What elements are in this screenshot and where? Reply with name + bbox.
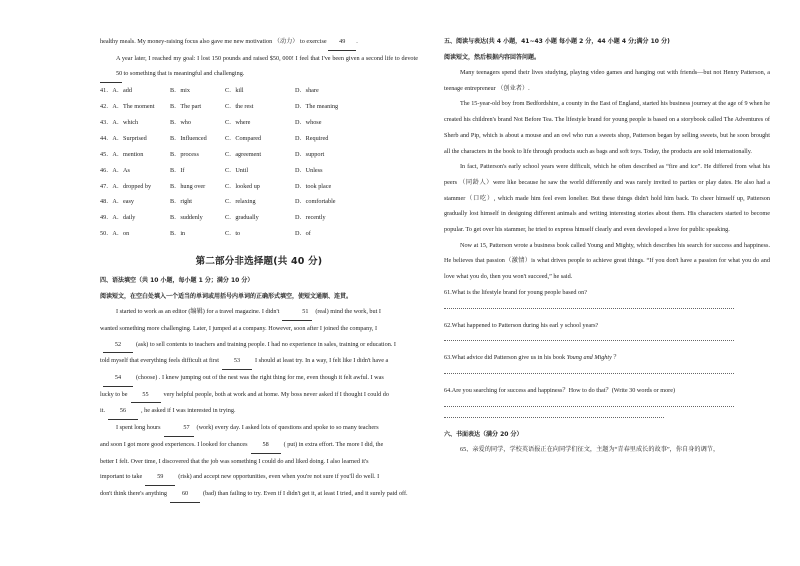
passage-line bbox=[100, 387, 418, 404]
section-title: 四、语法填空（共 10 小题，每小题 1 分；满分 10 分） bbox=[100, 277, 254, 285]
text: (risk) and accept new opportunities, even when you're not sure if you'll do well. I bbox=[178, 473, 380, 481]
option-c[interactable]: C．where bbox=[225, 118, 251, 126]
passage-line bbox=[100, 403, 418, 420]
text: ？ bbox=[613, 354, 620, 362]
text: (work) every day. I asked lots of questions and spoke to so many teachers bbox=[196, 424, 379, 432]
text: (real) mind the work, but I bbox=[315, 308, 381, 316]
text: A year later, I reached my goal: I lost 150 pounds and raised $50, 000! I feel that I've been given a second bbox=[116, 54, 384, 62]
blank-number: 57 bbox=[183, 424, 190, 432]
reading-paragraph: The 15-year-old boy from Bedfordshire, a county in the East of England, started his business journey at the age of 9 when he created his children's brand Not Before Tea. The lifestyle brand for young people is based on a storybook called The Adventures of Sherb and Pip, which is about a mouse and an owl who run a sweets shop, Patterson began by selling sweets, but he soon brought all the characters in the book to life through products such as bags and soft toys. Today, the products are sold internationally. bbox=[444, 100, 770, 155]
option-d[interactable]: D．whose bbox=[295, 118, 322, 126]
answer-line[interactable] bbox=[444, 416, 664, 418]
left-column bbox=[100, 34, 418, 503]
option-b[interactable]: B．Influenced bbox=[170, 134, 207, 142]
text: to something that is meaningful and challenging. bbox=[123, 70, 245, 78]
option-c[interactable]: C．Until bbox=[225, 166, 249, 174]
section-title: 六、书面表达（满分 20 分） bbox=[444, 430, 523, 438]
text: (bad) than failing to try. Even if I didn't get it, at least I tried, and it surely paid off. bbox=[203, 489, 408, 497]
option-c[interactable]: C．to bbox=[225, 230, 241, 238]
passage-line bbox=[100, 353, 418, 370]
text: I started to work as an editor (编辑) for a travel magazine. I didn't bbox=[116, 308, 280, 316]
option-c[interactable]: C．the rest bbox=[225, 103, 254, 111]
passage-line bbox=[100, 304, 418, 321]
option-b[interactable]: B．in bbox=[170, 230, 186, 238]
part-title: 第二部分非选择题(共 40 分) bbox=[195, 256, 323, 268]
text: don't think there's anything bbox=[100, 489, 168, 497]
book-title: Young and Mighty bbox=[566, 354, 612, 362]
text: and soon I got more good experiences. I looked for chances bbox=[100, 440, 248, 448]
option-b[interactable]: B．process bbox=[170, 150, 199, 158]
blank-number: 52 bbox=[114, 340, 122, 348]
text: . bbox=[356, 38, 358, 45]
answer-line[interactable] bbox=[444, 339, 734, 341]
blank-number: 55 bbox=[142, 390, 149, 398]
text: 63.What advice did Patterson give us in his book bbox=[444, 354, 566, 362]
option-row bbox=[100, 83, 418, 99]
answer-line[interactable] bbox=[444, 372, 734, 374]
section-instruction: 阅读短文，在空白处填入一个适当的单词或用括号内单词的正确形式填空，使短文通顺、连贯。 bbox=[100, 292, 353, 300]
option-row bbox=[100, 115, 418, 131]
answer-line[interactable] bbox=[444, 307, 734, 309]
option-c[interactable]: C．relaxing bbox=[225, 198, 256, 206]
section-title: 五、阅读与表达(共 4 小题，41~43 小题 每小题 2 分，44 小题 4 分;满分 10 分) bbox=[444, 38, 670, 45]
option-row bbox=[100, 226, 418, 242]
text: (ask) to sell contents to teachers and training people. I had no experience in sales, training or education. I bbox=[136, 340, 396, 348]
option-a[interactable]: 48．A．easy bbox=[100, 198, 135, 206]
text: it. bbox=[100, 407, 105, 415]
option-d[interactable]: D．The meaning bbox=[295, 103, 339, 111]
blank-number: 59 bbox=[157, 473, 164, 481]
reading-paragraph: Many teenagers spend their lives studying, playing video games and hanging out with friends—but not Henry Patterson, a teenage entrepreneur （创业者）. bbox=[444, 69, 770, 92]
reading-passage bbox=[444, 65, 770, 285]
option-d[interactable]: D．Unless bbox=[295, 166, 323, 174]
text: , he asked if I was interested in trying. bbox=[141, 407, 236, 415]
option-a[interactable]: 50．A．on bbox=[100, 230, 130, 238]
option-b[interactable]: B．If bbox=[170, 166, 185, 174]
option-a[interactable]: 46．A．As bbox=[100, 166, 130, 174]
text: important to take bbox=[100, 473, 143, 481]
question-63 bbox=[444, 350, 770, 366]
option-a[interactable]: 41．A．add bbox=[100, 87, 132, 95]
section-instruction: 阅读短文，然后根据内容回答问题。 bbox=[444, 53, 541, 61]
question-65: 65、亲爱的同学，学校英语报正在向同学们征文，主题为“青春里成长的故事”，你自身的调节， bbox=[460, 446, 720, 454]
text: I should at least try. In a way, I felt like I didn't have a bbox=[254, 357, 389, 365]
reading-paragraph: Now at 15, Patterson wrote a business book called Young and Mighty, which describes his search for success and happiness. He believes that passion（激情）is what drives people to achieve great things. “If you don't have a passion for what you do and love what you do, then you won't succeed,” he said. bbox=[444, 241, 770, 281]
option-a[interactable]: 44．A．Surprised bbox=[100, 134, 147, 142]
answer-line[interactable] bbox=[444, 405, 734, 407]
right-column bbox=[444, 34, 770, 458]
option-c[interactable]: C．Compared bbox=[225, 134, 262, 142]
blank-number: 60 bbox=[181, 489, 189, 497]
question-64: 64.Are you searching for success and happiness？How to do that？(Write 30 words or more) bbox=[444, 386, 676, 394]
answer-blank[interactable] bbox=[131, 387, 161, 404]
option-d[interactable]: D．comfortable bbox=[295, 198, 336, 206]
option-a[interactable]: 49．A．daily bbox=[100, 214, 136, 222]
option-c[interactable]: C．gradually bbox=[225, 214, 259, 222]
blank-number: 49 bbox=[339, 38, 346, 45]
option-b[interactable]: B．who bbox=[170, 118, 191, 126]
blank-number: 54 bbox=[114, 373, 122, 381]
text: (choose) . I knew jumping out of the nest was the right thing for me, even though it felt awful. I was bbox=[136, 373, 384, 381]
option-d[interactable]: D．support bbox=[295, 150, 325, 158]
option-c[interactable]: C．agreement bbox=[225, 150, 262, 158]
answer-blank[interactable] bbox=[282, 304, 312, 321]
answer-blank[interactable] bbox=[251, 437, 281, 454]
option-row bbox=[100, 147, 418, 163]
answer-blank[interactable] bbox=[164, 420, 194, 437]
text: healthy meals. My money-raising focus also gave me new motivation （动力） to exercise bbox=[100, 38, 327, 45]
passage-line bbox=[100, 337, 418, 354]
option-d[interactable]: D．of bbox=[295, 230, 311, 238]
option-b[interactable]: B．suddenly bbox=[170, 214, 203, 222]
option-a[interactable]: 43．A．which bbox=[100, 118, 139, 126]
option-c[interactable]: C．looked up bbox=[225, 182, 260, 190]
option-d[interactable]: D．share bbox=[295, 87, 319, 95]
text: ( put) in extra effort. The more I did, the bbox=[283, 440, 384, 448]
option-b[interactable]: B．hung over bbox=[170, 182, 206, 190]
option-d[interactable]: D．Required bbox=[295, 134, 329, 142]
passage-line bbox=[100, 469, 418, 486]
answer-blank[interactable] bbox=[145, 469, 175, 486]
reading-paragraph: In fact, Patterson's early school years were difficult, which he often described as “fire and ice”. He differed from what his peers （同龄人）were like because he saw the world differently and was rarely invited to parties or play dates. He also had a stammer（口吃）, which made him feel even lonelier. But these things didn't hold him back. To cheer himself up, Patterson gradually lost himself in designing different animals and writing interesting stories about them. His characters started to become popular. To get over his stammer, he tried to express himself clearly and even developed a love for public speaking. bbox=[444, 163, 770, 234]
option-d[interactable]: D．recently bbox=[295, 214, 326, 222]
option-c[interactable]: C．kill bbox=[225, 87, 244, 95]
text: life to devote bbox=[384, 54, 418, 62]
grammar-passage bbox=[100, 304, 418, 502]
option-row bbox=[100, 179, 418, 195]
option-row bbox=[100, 131, 418, 147]
blank-number: 53 bbox=[233, 357, 241, 365]
question-61: 61.What is the lifestyle brand for young people based on? bbox=[444, 288, 587, 296]
blank-number: 56 bbox=[119, 407, 127, 415]
answer-blank[interactable] bbox=[108, 403, 138, 420]
option-b[interactable]: B．mix bbox=[170, 87, 190, 95]
text: very helpful people, both at work and at home. My boss never asked if I thought I could do bbox=[163, 390, 389, 398]
blank-number: 58 bbox=[262, 440, 269, 448]
option-d[interactable]: D．took place bbox=[295, 182, 332, 190]
blank-number: 51 bbox=[302, 308, 309, 316]
option-b[interactable]: B．right bbox=[170, 198, 193, 206]
option-row bbox=[100, 163, 418, 179]
blank-49[interactable] bbox=[328, 34, 356, 51]
paragraph bbox=[100, 51, 418, 83]
option-a[interactable]: 42．A．The moment bbox=[100, 103, 155, 111]
option-a[interactable]: 45．A．mention bbox=[100, 150, 144, 158]
passage-line bbox=[100, 370, 418, 387]
option-b[interactable]: B．The part bbox=[170, 103, 202, 111]
option-row bbox=[100, 210, 418, 226]
text: I spent long hours bbox=[116, 424, 161, 432]
passage-line bbox=[100, 321, 418, 337]
answer-blank[interactable] bbox=[103, 370, 133, 387]
answer-blank[interactable] bbox=[170, 486, 200, 503]
passage-line bbox=[100, 454, 418, 470]
text: told myself that everything feels difficult at first bbox=[100, 357, 219, 365]
options-list bbox=[100, 83, 418, 242]
passage-line bbox=[100, 486, 418, 503]
text: better I felt. Over time, I discovered that the job was something I could do and liked doing. I also learned it's bbox=[100, 457, 369, 465]
question-62: 62.What happened to Patterson during his earl y school years? bbox=[444, 321, 599, 329]
paragraph bbox=[100, 34, 418, 51]
answer-blank[interactable] bbox=[103, 337, 133, 354]
answer-blank[interactable] bbox=[222, 353, 252, 370]
option-row bbox=[100, 99, 418, 115]
blank-number: 50 bbox=[116, 70, 123, 78]
text: lucky to be bbox=[100, 390, 128, 398]
option-row bbox=[100, 194, 418, 210]
passage-line bbox=[100, 437, 418, 454]
blank-50[interactable] bbox=[100, 66, 122, 83]
option-a[interactable]: 47．A．dropped by bbox=[100, 182, 152, 190]
text: wanted something more challenging. Later, I jumped at a company. However, soon after I joined the company, I bbox=[100, 324, 378, 332]
passage-line bbox=[100, 420, 418, 437]
